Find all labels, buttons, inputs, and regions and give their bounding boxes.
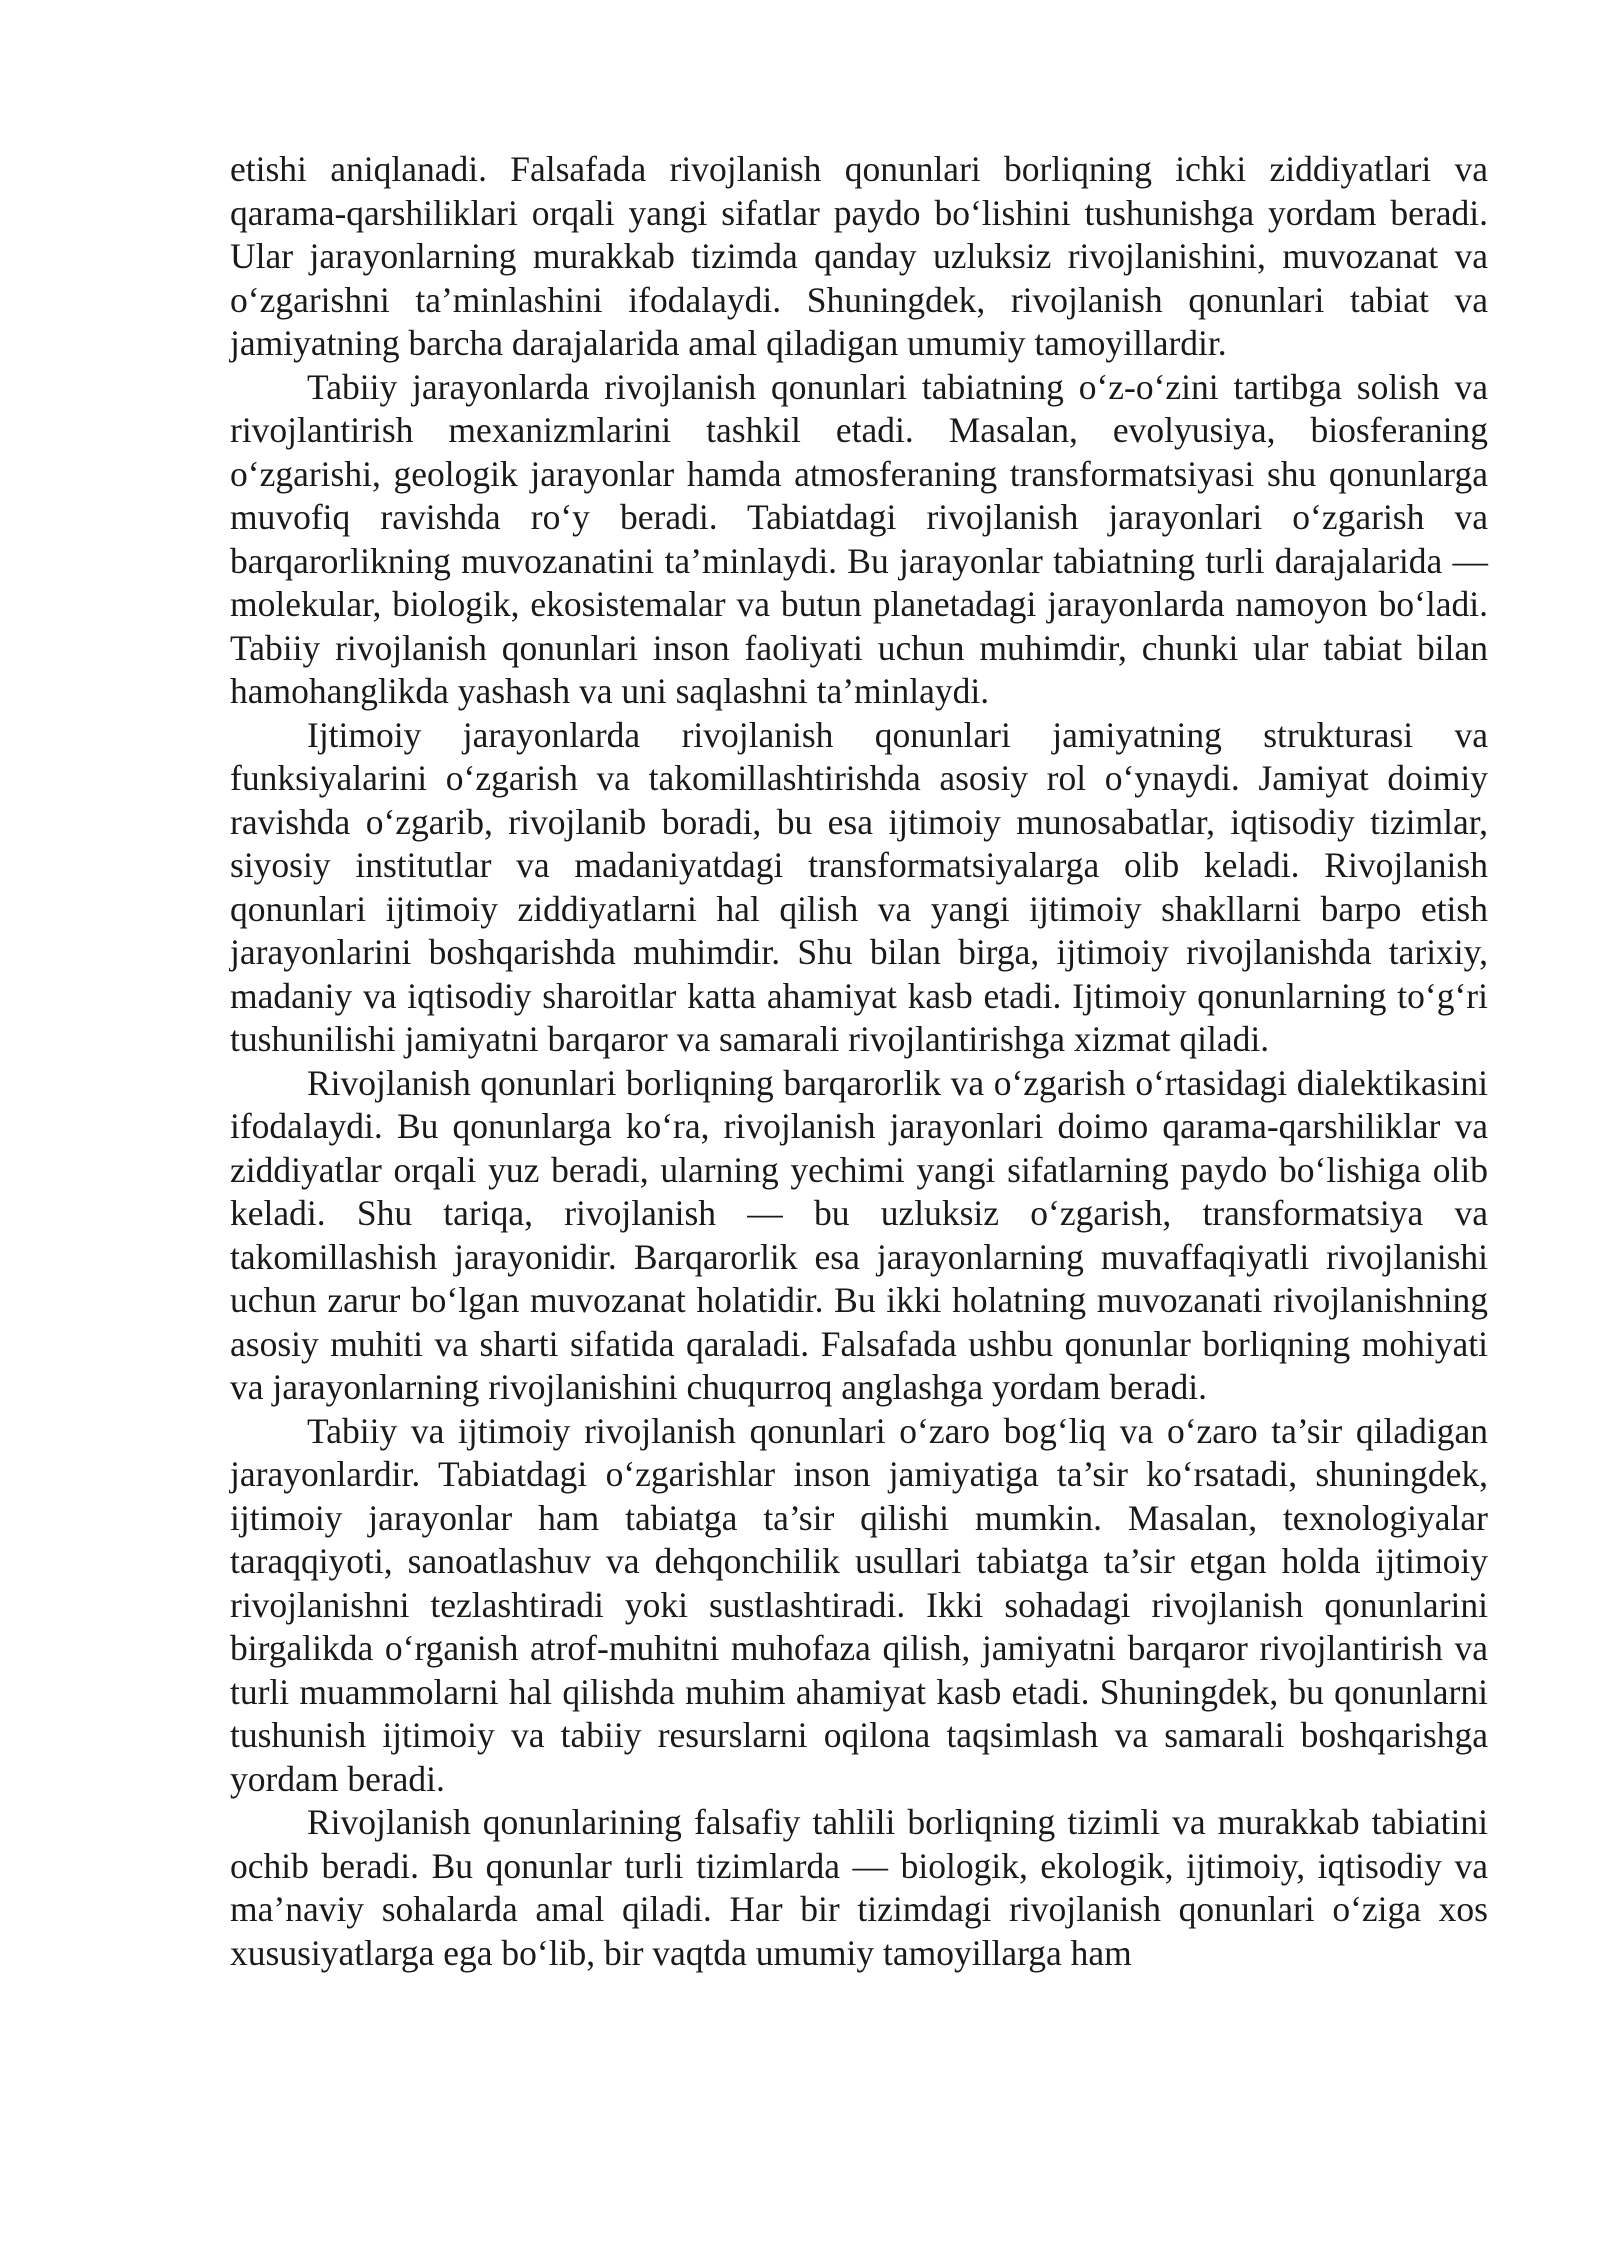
paragraph-5: Tabiiy va ijtimoiy rivojlanish qonunlari o‘zaro bog‘liq va o‘zaro ta’sir qiladigan jarayonlardir. Tabiatdagi o‘zgarishlar inson jamiyatiga ta’sir ko‘rsatadi, shuningdek, ijtimoiy jarayonlar ham tabiatga ta’sir qilishi mumkin. Masalan, texnologiyalar taraqqiyoti, sanoatlashuv va dehqonchilik usullari tabiatga ta’sir etgan holda ijtimoiy rivojlanishni tezlashtiradi yoki sustlashtiradi. Ikki sohadagi rivojlanish qonunlarini birgalikda o‘rganish atrof-muhitni muhofaza qilish, jamiyatni barqaror rivojlantirish va turli muammolarni hal qilishda muhim ahamiyat kasb etadi. Shuningdek, bu qonunlarni tushunish ijtimoiy va tabiiy resurslarni oqilona taqsimlash va samarali boshqarishga yordam beradi. bbox=[230, 1410, 1488, 1799]
paragraph-1: etishi aniqlanadi. Falsafada rivojlanish qonunlari borliqning ichki ziddiyatlari va qarama-qarshiliklari orqali yangi sifatlar paydo bo‘lishini tushunishga yordam beradi. Ular jarayonlarning murakkab tizimda qanday uzluksiz rivojlanishini, muvozanat va o‘zgarishni ta’minlashini ifodalaydi. Shuningdek, rivojlanish qonunlari tabiat va jamiyatning barcha darajalarida amal qiladigan umumiy tamoyillardir. bbox=[230, 149, 1488, 363]
paragraph-4: Rivojlanish qonunlari borliqning barqarorlik va o‘zgarish o‘rtasidagi dialektikasini ifodalaydi. Bu qonunlarga ko‘ra, rivojlanish jarayonlari doimo qarama-qarshiliklar va ziddiyatlar orqali yuz beradi, ularning yechimi yangi sifatlarning paydo bo‘lishiga olib keladi. Shu tariqa, rivojlanish — bu uzluksiz o‘zgarish, transformatsiya va takomillashish jarayonidir. Barqarorlik esa jarayonlarning muvaffaqiyatli rivojlanishi uchun zarur bo‘lgan muvozanat holatidir. Bu ikki holatning muvozanati rivojlanishning asosiy muhiti va sharti sifatida qaraladi. Falsafada ushbu qonunlar borliqning mohiyati va jarayonlarning rivojlanishini chuqurroq anglashga yordam beradi. bbox=[230, 1062, 1488, 1407]
paragraph-6: Rivojlanish qonunlarining falsafiy tahlili borliqning tizimli va murakkab tabiatini ochib beradi. Bu qonunlar turli tizimlarda — biologik, ekologik, ijtimoiy, iqtisodiy va ma’naviy sohalarda amal qiladi. Har bir tizimdagi rivojlanish qonunlari o‘ziga xos xususiyatlarga ega bo‘lib, bir vaqtda umumiy tamoyillarga ham bbox=[230, 1802, 1488, 1973]
document-page bbox=[230, 148, 1488, 1975]
paragraph-3: Ijtimoiy jarayonlarda rivojlanish qonunlari jamiyatning strukturasi va funksiyalarini o‘zgarish va takomillashtirishda asosiy rol o‘ynaydi. Jamiyat doimiy ravishda o‘zgarib, rivojlanib boradi, bu esa ijtimoiy munosabatlar, iqtisodiy tizimlar, siyosiy institutlar va madaniyatdagi transformatsiyalarga olib keladi. Rivojlanish qonunlari ijtimoiy ziddiyatlarni hal qilish va yangi ijtimoiy shakllarni barpo etish jarayonlarini boshqarishda muhimdir. Shu bilan birga, ijtimoiy rivojlanishda tarixiy, madaniy va iqtisodiy sharoitlar katta ahamiyat kasb etadi. Ijtimoiy qonunlarning to‘g‘ri tushunilishi jamiyatni barqaror va samarali rivojlantirishga xizmat qiladi. bbox=[230, 714, 1488, 1059]
paragraph-2: Tabiiy jarayonlarda rivojlanish qonunlari tabiatning o‘z-o‘zini tartibga solish va rivojlantirish mexanizmlarini tashkil etadi. Masalan, evolyusiya, biosferaning o‘zgarishi, geologik jarayonlar hamda atmosferaning transformatsiyasi shu qonunlarga muvofiq ravishda ro‘y beradi. Tabiatdagi rivojlanish jarayonlari o‘zgarish va barqarorlikning muvozanatini ta’minlaydi. Bu jarayonlar tabiatning turli darajalarida — molekular, biologik, ekosistemalar va butun planetadagi jarayonlarda namoyon bo‘ladi. Tabiiy rivojlanish qonunlari inson faoliyati uchun muhimdir, chunki ular tabiat bilan hamohanglikda yashash va uni saqlashni ta’minlaydi. bbox=[230, 366, 1488, 711]
